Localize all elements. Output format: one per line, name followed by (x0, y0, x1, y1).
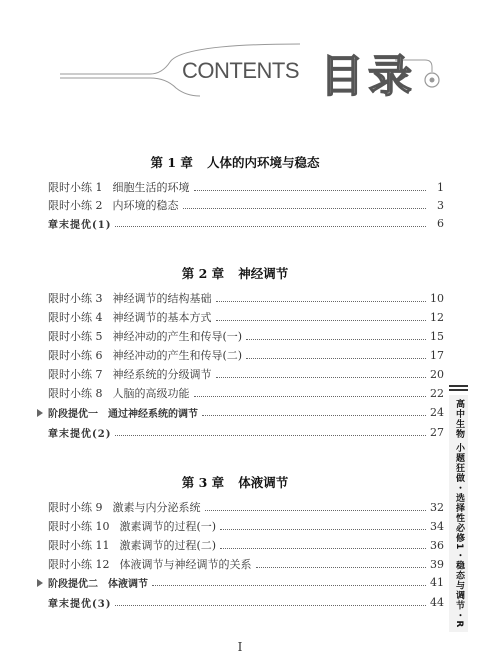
page-number: 3 (437, 198, 444, 212)
dot-leader (152, 584, 426, 586)
lesson-label: 限时小练 9 (48, 501, 103, 514)
page-number: 41 (430, 575, 444, 589)
page-number: 34 (430, 519, 444, 533)
dot-leader (194, 395, 427, 397)
toc-row[interactable] (48, 595, 444, 609)
lesson-title: 神经调节的结构基础 (112, 292, 212, 305)
toc-row[interactable] (48, 519, 444, 533)
lesson-title: 体液调节与神经调节的关系 (119, 558, 252, 571)
lesson-label: 阶段提优一 (48, 408, 98, 420)
lesson-label: 限时小练 8 (48, 387, 103, 400)
page-number: 36 (430, 538, 444, 552)
toc-row[interactable] (48, 348, 444, 362)
dot-leader (202, 414, 426, 416)
chapter-number: 第 2 章 (181, 266, 225, 281)
toc-row[interactable] (48, 557, 444, 571)
chapter-heading-2 (0, 264, 470, 282)
lesson-title: 内环境的稳态 (112, 199, 179, 212)
lesson-title: 人脑的高级功能 (112, 387, 190, 400)
dot-leader (246, 357, 426, 359)
toc-row[interactable] (48, 405, 444, 419)
page-number: 32 (430, 500, 444, 514)
contents-label: CONTENTS (182, 58, 299, 83)
side-tab (449, 385, 468, 632)
dot-leader (115, 434, 426, 436)
dot-leader (216, 300, 427, 302)
lesson-label: 限时小练 10 (48, 520, 110, 533)
page-number: 6 (437, 216, 444, 230)
lesson-label: 限时小练 5 (48, 330, 103, 343)
lesson-label: 阶段提优二 (48, 578, 98, 590)
dot-leader (220, 528, 426, 530)
lesson-label: 限时小练 12 (48, 558, 110, 571)
side-tab-stripe (449, 385, 468, 387)
lesson-label: 限时小练 4 (48, 311, 103, 324)
chapter-title: 神经调节 (238, 266, 289, 281)
toc-row[interactable] (48, 216, 444, 230)
toc-row[interactable] (48, 180, 444, 194)
dot-leader (115, 225, 426, 227)
page-number: 22 (430, 386, 444, 400)
chapter-heading-1 (0, 153, 470, 171)
toc-row[interactable] (48, 291, 444, 305)
toc-row[interactable] (48, 329, 444, 343)
page-number: 44 (430, 595, 444, 609)
lesson-label: 限时小练 6 (48, 349, 103, 362)
dot-leader (246, 338, 426, 340)
lesson-title: 体液调节 (108, 578, 148, 590)
chapter-title: 体液调节 (238, 475, 289, 490)
lesson-label: 限时小练 7 (48, 368, 103, 381)
lesson-title: 细胞生活的环境 (112, 181, 190, 194)
dot-leader (194, 189, 427, 191)
lesson-label: 章末提优(3) (48, 598, 112, 610)
lesson-label: 章末提优(1) (48, 219, 112, 231)
page-number: 24 (430, 405, 444, 419)
toc-row[interactable] (48, 538, 444, 552)
toc-row[interactable] (48, 500, 444, 514)
toc-row[interactable] (48, 575, 444, 589)
toc-row[interactable] (48, 386, 444, 400)
stage-marker-icon (37, 409, 43, 417)
toc-row[interactable] (48, 198, 444, 212)
page-number: 15 (430, 329, 444, 343)
page-number: 1 (437, 180, 444, 194)
page-title: 目录 (320, 51, 416, 102)
lesson-title: 激素调节的过程(二) (119, 539, 217, 552)
chapter-title: 人体的内环境与稳态 (206, 155, 320, 170)
toc-row[interactable] (48, 310, 444, 324)
page-number: 10 (430, 291, 444, 305)
page-number: 27 (430, 425, 444, 439)
page-number: 39 (430, 557, 444, 571)
dot-leader (216, 319, 427, 321)
page-number: 20 (430, 367, 444, 381)
dot-leader (183, 207, 427, 209)
toc-row[interactable] (48, 425, 444, 439)
lesson-title: 神经系统的分级调节 (112, 368, 212, 381)
side-tab-label: 高中生物 小题狂做・选择性必修1・稳态与调节・R (454, 399, 464, 629)
dot-leader (216, 376, 427, 378)
chapter-number: 第 3 章 (181, 475, 225, 490)
page-number: 12 (430, 310, 444, 324)
lesson-title: 激素与内分泌系统 (112, 501, 201, 514)
lesson-label: 限时小练 3 (48, 292, 103, 305)
stage-marker-icon (37, 579, 43, 587)
dot-leader (220, 547, 426, 549)
page-number: 17 (430, 348, 444, 362)
lesson-label: 限时小练 2 (48, 199, 103, 212)
lesson-title: 神经冲动的产生和传导(二) (112, 349, 243, 362)
page-number-footer: I (237, 640, 243, 654)
chapter-number: 第 1 章 (150, 155, 193, 170)
lesson-title: 激素调节的过程(一) (119, 520, 217, 533)
lesson-title: 神经调节的基本方式 (112, 311, 212, 324)
chapter-heading-3 (0, 473, 470, 491)
lesson-title: 通过神经系统的调节 (108, 408, 198, 420)
lesson-label: 限时小练 1 (48, 181, 103, 194)
toc-row[interactable] (48, 367, 444, 381)
dot-leader (205, 509, 427, 511)
contents-header (0, 0, 480, 110)
lesson-label: 章末提优(2) (48, 428, 112, 440)
side-tab-stripe (449, 389, 468, 391)
dot-leader (256, 566, 427, 568)
lesson-label: 限时小练 11 (48, 539, 110, 552)
lesson-title: 神经冲动的产生和传导(一) (112, 330, 243, 343)
dot-leader (115, 604, 426, 606)
